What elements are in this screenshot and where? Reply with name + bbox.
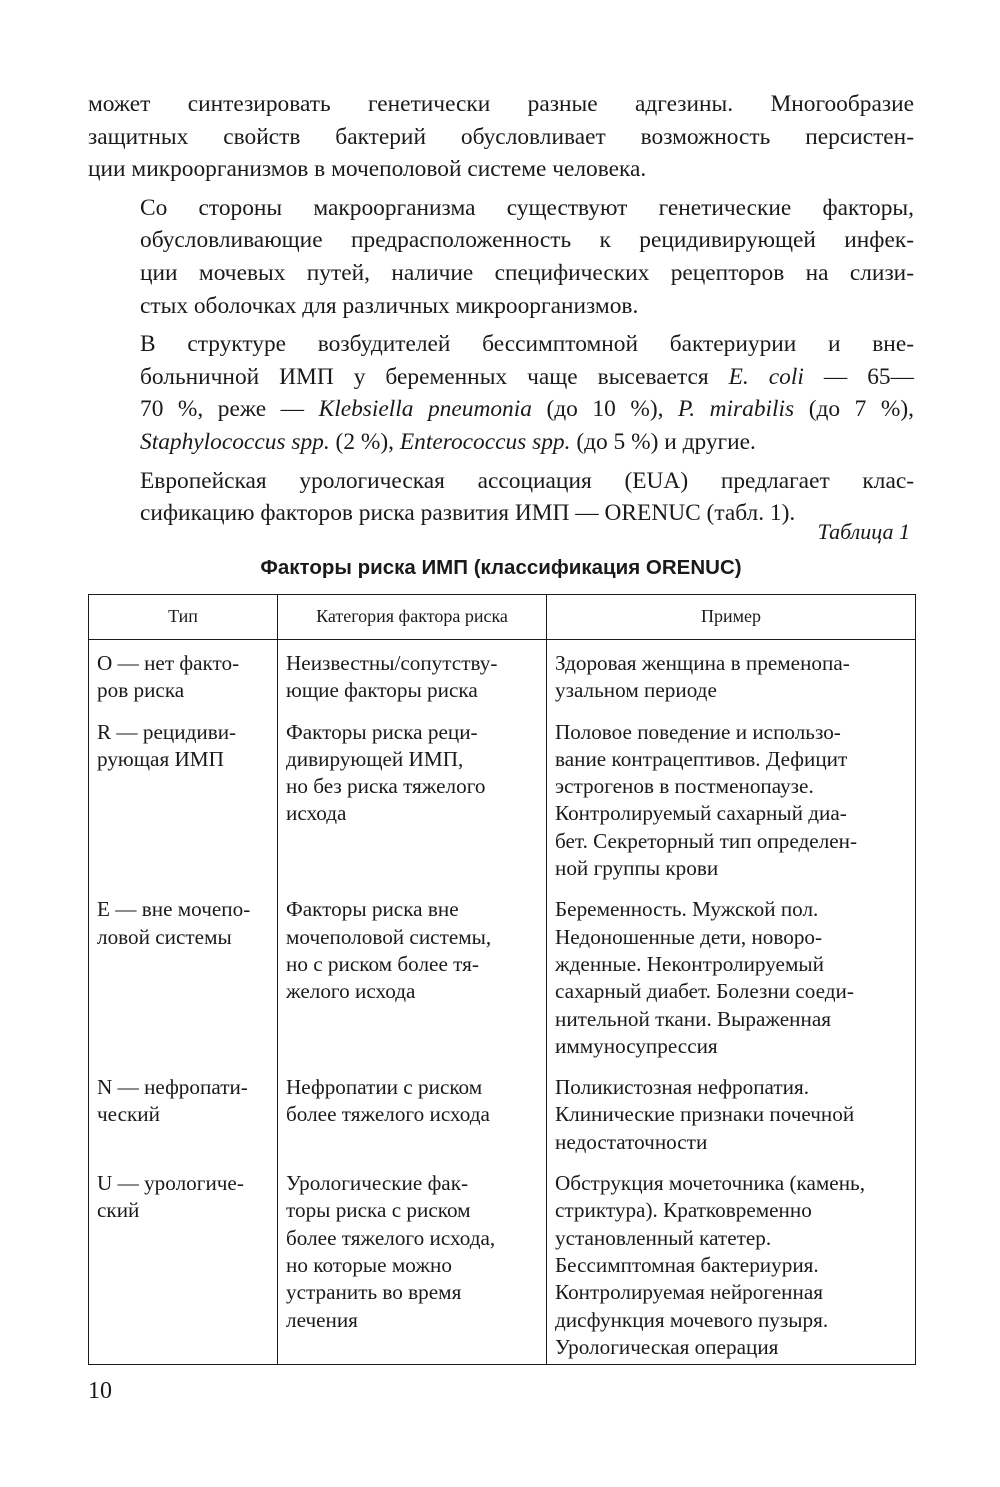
table-row <box>89 896 916 1074</box>
cell-line: Факторы риска реци- <box>286 719 478 744</box>
cell-line: вание контрацептивов. Дефицит <box>555 746 848 771</box>
paragraph-3: В структуре возбудителей бессимптомной бактериурии и вне- больничной ИМП у беременных чаще высевается E. coli — 65— 70 %, реже — Klebsiella pneumonia (до 10 %), P. mirabilis (до 7 %), Staphylococcus spp. (2 %), Enterococcus spp. (до 5 %) и другие. <box>140 331 914 455</box>
cell-line: Неизвестны/сопутству- <box>286 651 498 675</box>
cell-example <box>547 719 916 897</box>
cell-category <box>278 719 547 897</box>
cell-line: Клинические признаки почечной <box>555 1102 855 1127</box>
cell-type <box>89 1074 278 1170</box>
cell-line: Контролируемый сахарный диа- <box>555 801 847 826</box>
cell-category <box>278 1170 547 1365</box>
cell-line: узальном периоде <box>555 678 717 703</box>
cell-type <box>89 640 278 719</box>
paragraph-2: Со стороны макроорганизма существуют генетические факторы, обусловливающие предрасположенность к рецидивирующей инфек- ции мочевых путей, наличие специфических рецепторов на слизи- стых оболочках для различных микроорганизмов. <box>140 194 914 319</box>
cell-line: желого исхода <box>286 979 416 1004</box>
cell-line: N — нефропати- <box>97 1075 248 1100</box>
cell-line: торы риска с риском <box>286 1198 471 1223</box>
cell-line: Урологические фак- <box>286 1171 469 1196</box>
table-row <box>89 1170 916 1365</box>
paragraph-1: может синтезировать генетически разные адгезины. Многообразие защитных свойств бактерий обусловливает возможность персистен- ции микроорганизмов в мочеполовой системе человека. <box>88 91 914 183</box>
cell-type <box>89 896 278 1074</box>
cell-type <box>89 719 278 897</box>
cell-line: дисфункция мочевого пузыря. <box>555 1307 829 1332</box>
cell-line: более тяжелого исхода, <box>286 1225 496 1250</box>
cell-line: мочеполовой системы, <box>286 924 492 949</box>
cell-line: рующая ИМП <box>97 746 224 771</box>
cell-line: Обструкция мочеточника (камень, <box>555 1171 866 1196</box>
cell-line: Урологическая операция <box>555 1334 779 1359</box>
header-example: Пример <box>547 595 916 640</box>
cell-line: ловой системы <box>97 924 232 949</box>
cell-line: но которые можно <box>286 1252 452 1277</box>
cell-line: Недоношенные дети, новоро- <box>555 924 823 949</box>
cell-line: Контролируемая нейрогенная <box>555 1280 823 1305</box>
cell-example <box>547 1074 916 1170</box>
cell-line: сахарный диабет. Болезни соеди- <box>555 979 854 1004</box>
cell-example <box>547 640 916 719</box>
table-number: Таблица 1 <box>817 519 910 544</box>
cell-line: Факторы риска вне <box>286 897 459 922</box>
cell-line: ющие факторы риска <box>286 678 478 703</box>
cell-line: U — урологиче- <box>97 1171 244 1196</box>
cell-line: дивирующей ИМП, <box>286 746 464 771</box>
cell-line: Поликистозная нефропатия. <box>555 1075 810 1100</box>
cell-type <box>89 1170 278 1365</box>
risk-factor-table <box>88 594 916 1365</box>
cell-category <box>278 640 547 719</box>
cell-line: Нефропатии с риском <box>286 1075 483 1100</box>
cell-example <box>547 896 916 1074</box>
cell-line: лечения <box>286 1307 358 1332</box>
cell-line: О — нет факто- <box>97 651 240 675</box>
table-row <box>89 1074 916 1170</box>
cell-category <box>278 1074 547 1170</box>
cell-line: иммуносупрессия <box>555 1033 718 1058</box>
table-title: Факторы риска ИМП (классификация ORENUC) <box>260 556 742 579</box>
page-number: 10 <box>88 1378 112 1404</box>
cell-line: ский <box>97 1198 140 1223</box>
cell-line: более тяжелого исхода <box>286 1102 490 1127</box>
table-header-row <box>89 595 916 640</box>
cell-category <box>278 896 547 1074</box>
cell-line: Бессимптомная бактериурия. <box>555 1252 819 1277</box>
cell-line: ной группы крови <box>555 856 719 881</box>
cell-example <box>547 1170 916 1365</box>
cell-line: R — рецидиви- <box>97 719 237 744</box>
table-body <box>89 640 916 1365</box>
cell-line: ческий <box>97 1102 160 1127</box>
header-category: Категория фактора риска <box>278 595 547 640</box>
cell-line: недостаточности <box>555 1129 708 1154</box>
cell-line: нительной ткани. Выраженная <box>555 1006 832 1031</box>
cell-line: жденные. Неконтролируемый <box>555 951 824 976</box>
cell-line: эстрогенов в постменопаузе. <box>555 774 814 799</box>
table-row <box>89 719 916 897</box>
cell-line: бет. Секреторный тип определен- <box>555 828 858 853</box>
table-row <box>89 640 916 719</box>
cell-line: Здоровая женщина в пременопа- <box>555 651 850 675</box>
cell-line: исхода <box>286 801 347 826</box>
cell-line: Половое поведение и использо- <box>555 719 841 744</box>
paragraph-4: Европейская урологическая ассоциация (EUA) предлагает клас- сификацию факторов риска развития ИМП — ORENUC (табл. 1). <box>140 467 914 527</box>
cell-line: устранить во время <box>286 1280 462 1305</box>
cell-line: но без риска тяжелого <box>286 774 486 799</box>
cell-line: но с риском более тя- <box>286 951 479 976</box>
header-type: Тип <box>89 595 278 640</box>
cell-line: ров риска <box>97 678 185 703</box>
cell-line: Беременность. Мужской пол. <box>555 897 819 922</box>
body-text <box>88 88 914 530</box>
cell-line: стриктура). Кратковременно <box>555 1198 812 1223</box>
cell-line: E — вне мочепо- <box>97 897 251 922</box>
cell-line: установленный катетер. <box>555 1225 772 1250</box>
